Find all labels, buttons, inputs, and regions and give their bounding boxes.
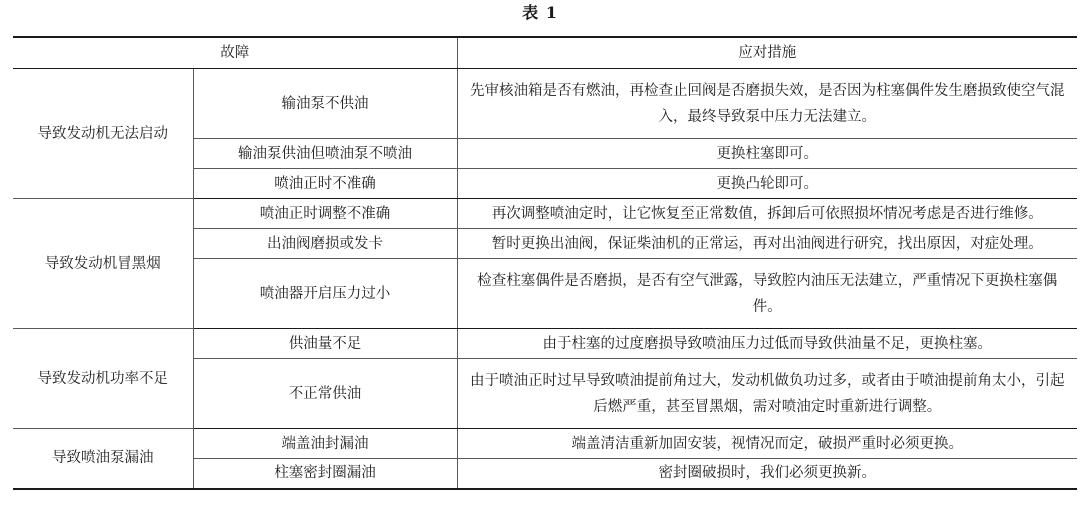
fault-cell: 喷油正时不准确 <box>193 169 457 199</box>
measure-cell: 再次调整喷油定时，让它恢复至正常数值，拆卸后可依照损坏情况考虑是否进行维修。 <box>457 199 1077 229</box>
measure-cell: 检查柱塞偶件是否磨损，是否有空气泄露，导致腔内油压无法建立，严重情况下更换柱塞偶件。 <box>457 259 1077 329</box>
measure-cell: 由于喷油正时过早导致喷油提前角过大，发动机做负功过多，或者由于喷油提前角太小，引起后燃严重，甚至冒黑烟，需对喷油定时重新进行调整。 <box>457 359 1077 429</box>
category-cell: 导致发动机功率不足 <box>13 329 193 429</box>
table-row <box>13 69 1077 139</box>
measure-cell: 更换柱塞即可。 <box>457 139 1077 169</box>
fault-cell: 端盖油封漏油 <box>193 429 457 459</box>
fault-cell: 不正常供油 <box>193 359 457 429</box>
measure-cell: 端盖清洁重新加固安装，视情况而定，破损严重时必须更换。 <box>457 429 1077 459</box>
fault-cell: 喷油器开启压力过小 <box>193 259 457 329</box>
category-cell: 导致喷油泵漏油 <box>13 429 193 489</box>
table-row <box>13 429 1077 459</box>
fault-cell: 喷油正时调整不准确 <box>193 199 457 229</box>
measure-cell: 更换凸轮即可。 <box>457 169 1077 199</box>
table-caption: 表 1 <box>522 3 558 22</box>
measure-cell: 密封圈破损时，我们必须更换新。 <box>658 465 876 482</box>
table-row <box>13 199 1077 229</box>
table-header-row <box>13 37 1077 69</box>
table-row <box>13 329 1077 359</box>
fault-cell: 输油泵不供油 <box>193 69 457 139</box>
fault-cell: 出油阀磨损或发卡 <box>193 229 457 259</box>
fault-cell: 输油泵供油但喷油泵不喷油 <box>193 139 457 169</box>
header-fault: 故障 <box>13 37 457 69</box>
fault-cell: 供油量不足 <box>193 329 457 359</box>
measure-cell: 先审核油箱是否有燃油，再检查止回阀是否磨损失效，是否因为柱塞偶件发生磨损致使空气混入，最终导致泵中压力无法建立。 <box>457 69 1077 139</box>
header-measure: 应对措施 <box>457 37 1077 69</box>
category-cell: 导致发动机无法启动 <box>13 69 193 199</box>
fault-measures-table <box>13 36 1077 490</box>
fault-cell: 柱塞密封圈漏油 <box>193 459 457 489</box>
measure-cell: 暂时更换出油阀，保证柴油机的正常运，再对出油阀进行研究，找出原因，对症处理。 <box>457 229 1077 259</box>
category-cell: 导致发动机冒黑烟 <box>13 199 193 329</box>
measure-cell: 由于柱塞的过度磨损导致喷油压力过低而导致供油量不足，更换柱塞。 <box>457 329 1077 359</box>
